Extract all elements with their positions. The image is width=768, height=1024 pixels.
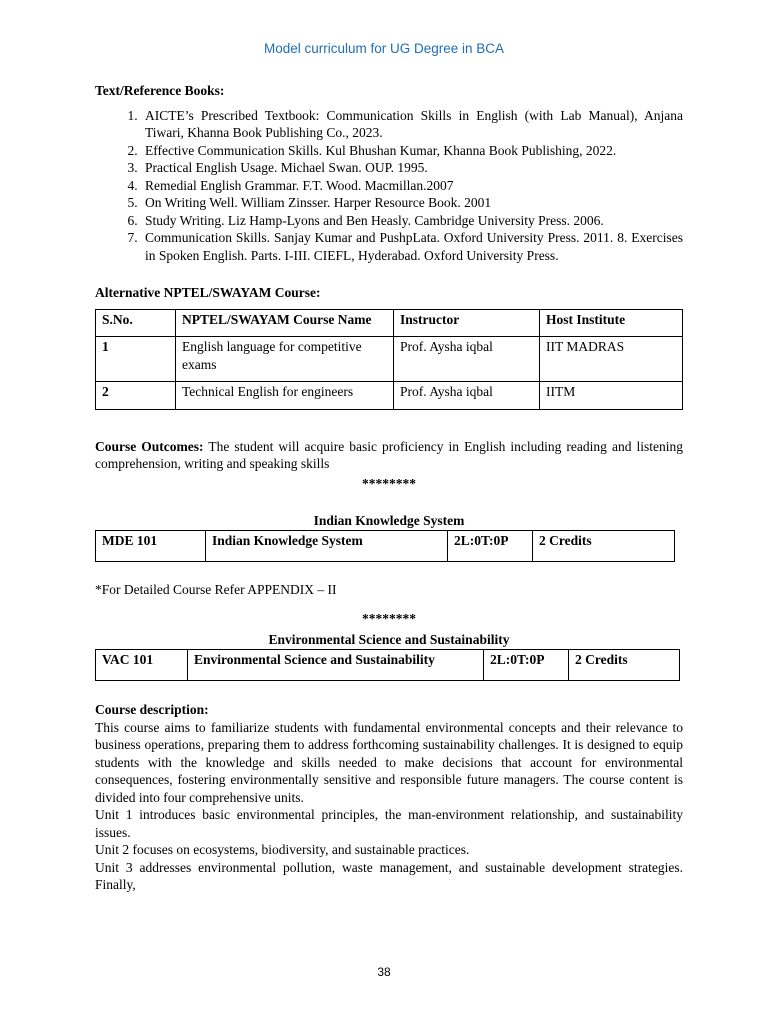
description-paragraph: This course aims to familiarize students with fundamental environmental concepts and their relevance to business operations, preparing them to address forthcoming sustainability challenges. It is designed to equip students with the knowledge and skills needed to make decisions that account for environmental consequences, fostering environmentally sensitive and responsible future managers. The course content is divided into four comprehensive units. — [95, 719, 683, 805]
book-item: 6. Study Writing. Liz Hamp-Lyons and Ben Heasly. Cambridge University Press. 2006. — [141, 212, 683, 230]
table-cell: IIT MADRAS — [540, 337, 683, 382]
course-credits: 2 Credits — [533, 530, 675, 562]
table-cell: 1 — [96, 337, 176, 382]
course-credits: 2 Credits — [569, 649, 680, 681]
evs-course-table — [95, 649, 680, 682]
course-name: Environmental Science and Sustainability — [188, 649, 484, 681]
nptel-table — [95, 309, 683, 410]
table-cell: 2 — [96, 382, 176, 410]
header-cell: Host Institute — [540, 309, 683, 337]
table-row — [96, 649, 680, 681]
table-row — [96, 530, 675, 562]
book-item: 7. Communication Skills. Sanjay Kumar and PushpLata. Oxford University Press. 2011. 8. Exercises in Spoken English. Parts. I-III. CIEFL, Hyderabad. Oxford University Press. — [141, 229, 683, 264]
course-name: Indian Knowledge System — [206, 530, 448, 562]
book-item: 3. Practical English Usage. Michael Swan. OUP. 1995. — [141, 159, 683, 177]
reference-books-list — [95, 107, 683, 265]
separator-stars: ******** — [362, 610, 416, 626]
book-item: 4. Remedial English Grammar. F.T. Wood. Macmillan.2007 — [141, 177, 683, 195]
table-row — [96, 382, 683, 410]
books-heading: Text/Reference Books: — [95, 83, 225, 98]
table-cell: Prof. Aysha iqbal — [394, 382, 540, 410]
description-heading: Course description: — [95, 702, 209, 717]
table-row — [96, 337, 683, 382]
course-outcomes — [95, 438, 683, 473]
header-cell: Instructor — [394, 309, 540, 337]
iks-course-table — [95, 530, 675, 563]
course-code: VAC 101 — [96, 649, 188, 681]
separator-stars: ******** — [362, 475, 416, 491]
appendix-note: *For Detailed Course Refer APPENDIX – II — [95, 582, 337, 597]
table-cell: Technical English for engineers — [176, 382, 394, 410]
book-item: 1. AICTE’s Prescribed Textbook: Communication Skills in English (with Lab Manual), Anjana Tiwari, Khanna Book Publishing Co., 2023. — [141, 107, 683, 142]
description-paragraph: Unit 1 introduces basic environmental principles, the man-environment relationship, and sustainability issues. — [95, 807, 683, 840]
evs-title: Environmental Science and Sustainability — [268, 632, 510, 647]
table-cell: English language for competitive exams — [176, 337, 394, 382]
course-ltp: 2L:0T:0P — [484, 649, 569, 681]
nptel-heading: Alternative NPTEL/SWAYAM Course: — [95, 285, 321, 300]
header-cell: NPTEL/SWAYAM Course Name — [176, 309, 394, 337]
book-item: 2. Effective Communication Skills. Kul Bhushan Kumar, Khanna Book Publishing, 2022. — [141, 142, 683, 160]
description-paragraph: Unit 3 addresses environmental pollution, waste management, and sustainable development strategies. Finally, — [95, 859, 683, 892]
description-paragraph: Unit 2 focuses on ecosystems, biodiversity, and sustainable practices. — [95, 842, 470, 857]
course-outcomes-text: The student will acquire basic proficiency in English including reading and listening comprehension, writing and speaking skills — [95, 438, 683, 471]
header-cell: S.No. — [96, 309, 176, 337]
book-item: 5. On Writing Well. William Zinsser. Harper Resource Book. 2001 — [141, 194, 683, 212]
table-cell: IITM — [540, 382, 683, 410]
course-ltp: 2L:0T:0P — [448, 530, 533, 562]
page-content — [95, 82, 683, 894]
table-cell: Prof. Aysha iqbal — [394, 337, 540, 382]
running-header: Model curriculum for UG Degree in BCA — [263, 41, 505, 56]
table-header-row — [96, 309, 683, 337]
course-outcomes-label: Course Outcomes: — [95, 438, 204, 454]
course-code: MDE 101 — [96, 530, 206, 562]
iks-title: Indian Knowledge System — [313, 513, 465, 528]
page-number: 38 — [377, 965, 391, 979]
